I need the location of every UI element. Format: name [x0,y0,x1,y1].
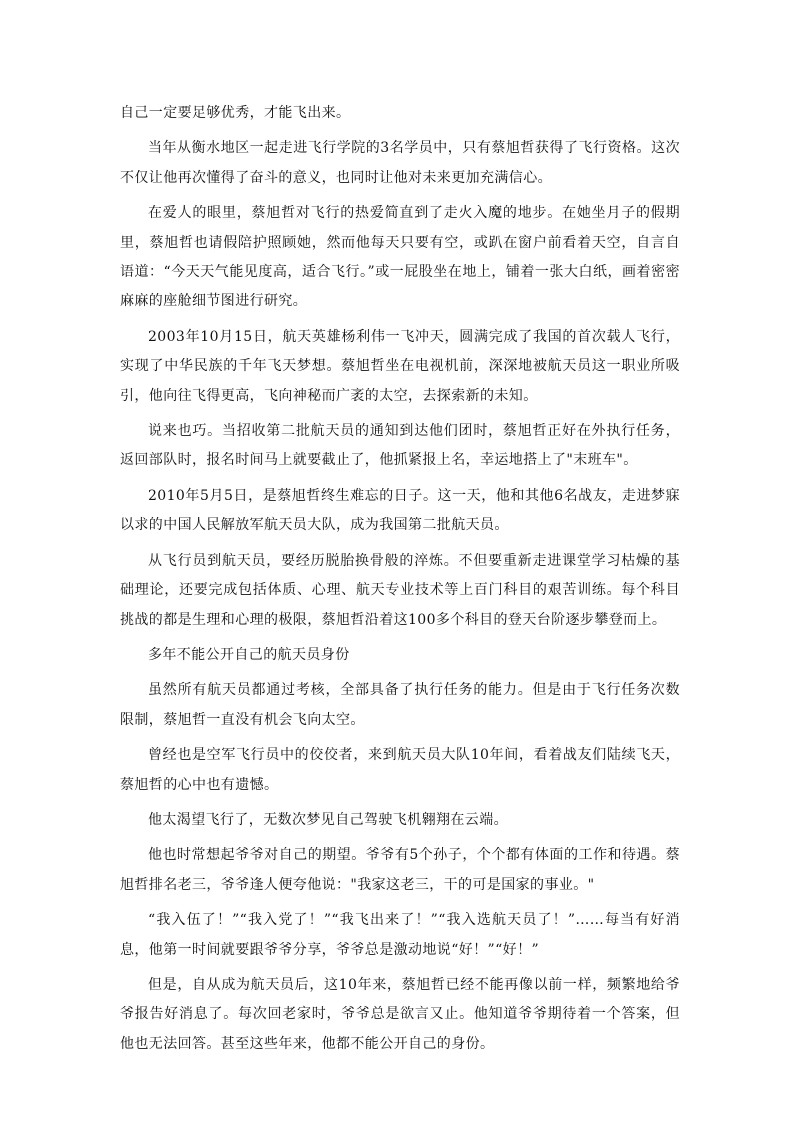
paragraph-2: 当年从衡水地区一起走进飞行学院的3名学员中，只有蔡旭哲获得了飞行资格。这次不仅让他再次懂得了奋斗的意义，也同时让他对未来更加充满信心。 [120,140,680,186]
paragraph-4: 2003年10月15日，航天英雄杨利伟一飞冲天，圆满完成了我国的首次载人飞行，实现了中华民族的千年飞天梦想。蔡旭哲坐在电视机前，深深地被航天员这一职业所吸引，他向往飞得更高，飞向神秘而广袤的太空，去探索新的未知。 [120,328,680,404]
paragraph-9: 曾经也是空军飞行员中的佼佼者，来到航天员大队10年间，看着战友们陆续飞天，蔡旭哲的心中也有遗憾。 [120,747,680,793]
paragraph-8: 虽然所有航天员都通过考核，全部具备了执行任务的能力。但是由于飞行任务次数限制，蔡旭哲一直没有机会飞向太空。 [120,682,680,728]
paragraph-12: “我入伍了！”“我入党了！”“我飞出来了！”“我入选航天员了！”……每当有好消息，他第一时间就要跟爷爷分享，爷爷总是激动地说“好！”“好！” [120,912,680,958]
paragraph-1: 自己一定要足够优秀，才能飞出来。 [120,105,351,121]
paragraph-11: 他也时常想起爷爷对自己的期望。爷爷有5个孙子，个个都有体面的工作和待遇。蔡旭哲排名老三，爷爷逢人便夸他说："我家这老三，干的可是国家的事业。" [120,847,680,893]
paragraph-13: 但是，自从成为航天员后，这10年来，蔡旭哲已经不能再像以前一样，频繁地给爷爷报告好消息了。每次回老家时，爷爷总是欲言又止。他知道爷爷期待着一个答案，但他也无法回答。甚至这些年来，他都不能公开自己的身份。 [120,976,680,1052]
paragraph-10: 他太渴望飞行了，无数次梦见自己驾驶飞机翱翔在云端。 [148,811,508,828]
paragraph-7: 从飞行员到航天员，要经历脱胎换骨般的淬炼。不但要重新走进课堂学习枯燥的基础理论，还要完成包括体质、心理、航天专业技术等上百门科目的艰苦训练。每个科目挑战的都是生理和心理的极限，蔡旭哲沿着这100多个科目的登天台阶逐步攀登而上。 [120,552,680,628]
paragraph-6: 2010年5月5日，是蔡旭哲终生难忘的日子。这一天，他和其他6名战友，走进梦寐以求的中国人民解放军航天员大队，成为我国第二批航天员。 [120,487,680,534]
article-body [120,99,680,1059]
paragraph-3: 在爱人的眼里，蔡旭哲对飞行的热爱简直到了走火入魔的地步。在她坐月子的假期里，蔡旭哲也请假陪护照顾她，然而他每天只要有空，或趴在窗户前看着天空，自言自语道：“今天天气能见度高，适合飞行。”或一屁股坐在地上，铺着一张大白纸，画着密密麻麻的座舱细节图进行研究。 [120,205,680,310]
section-heading: 多年不能公开自己的航天员身份 [148,646,350,663]
paragraph-5: 说来也巧。当招收第二批航天员的通知到达他们团时，蔡旭哲正好在外执行任务，返回部队时，报名时间马上就要截止了，他抓紧报上名，幸运地搭上了"末班车"。 [120,423,680,469]
